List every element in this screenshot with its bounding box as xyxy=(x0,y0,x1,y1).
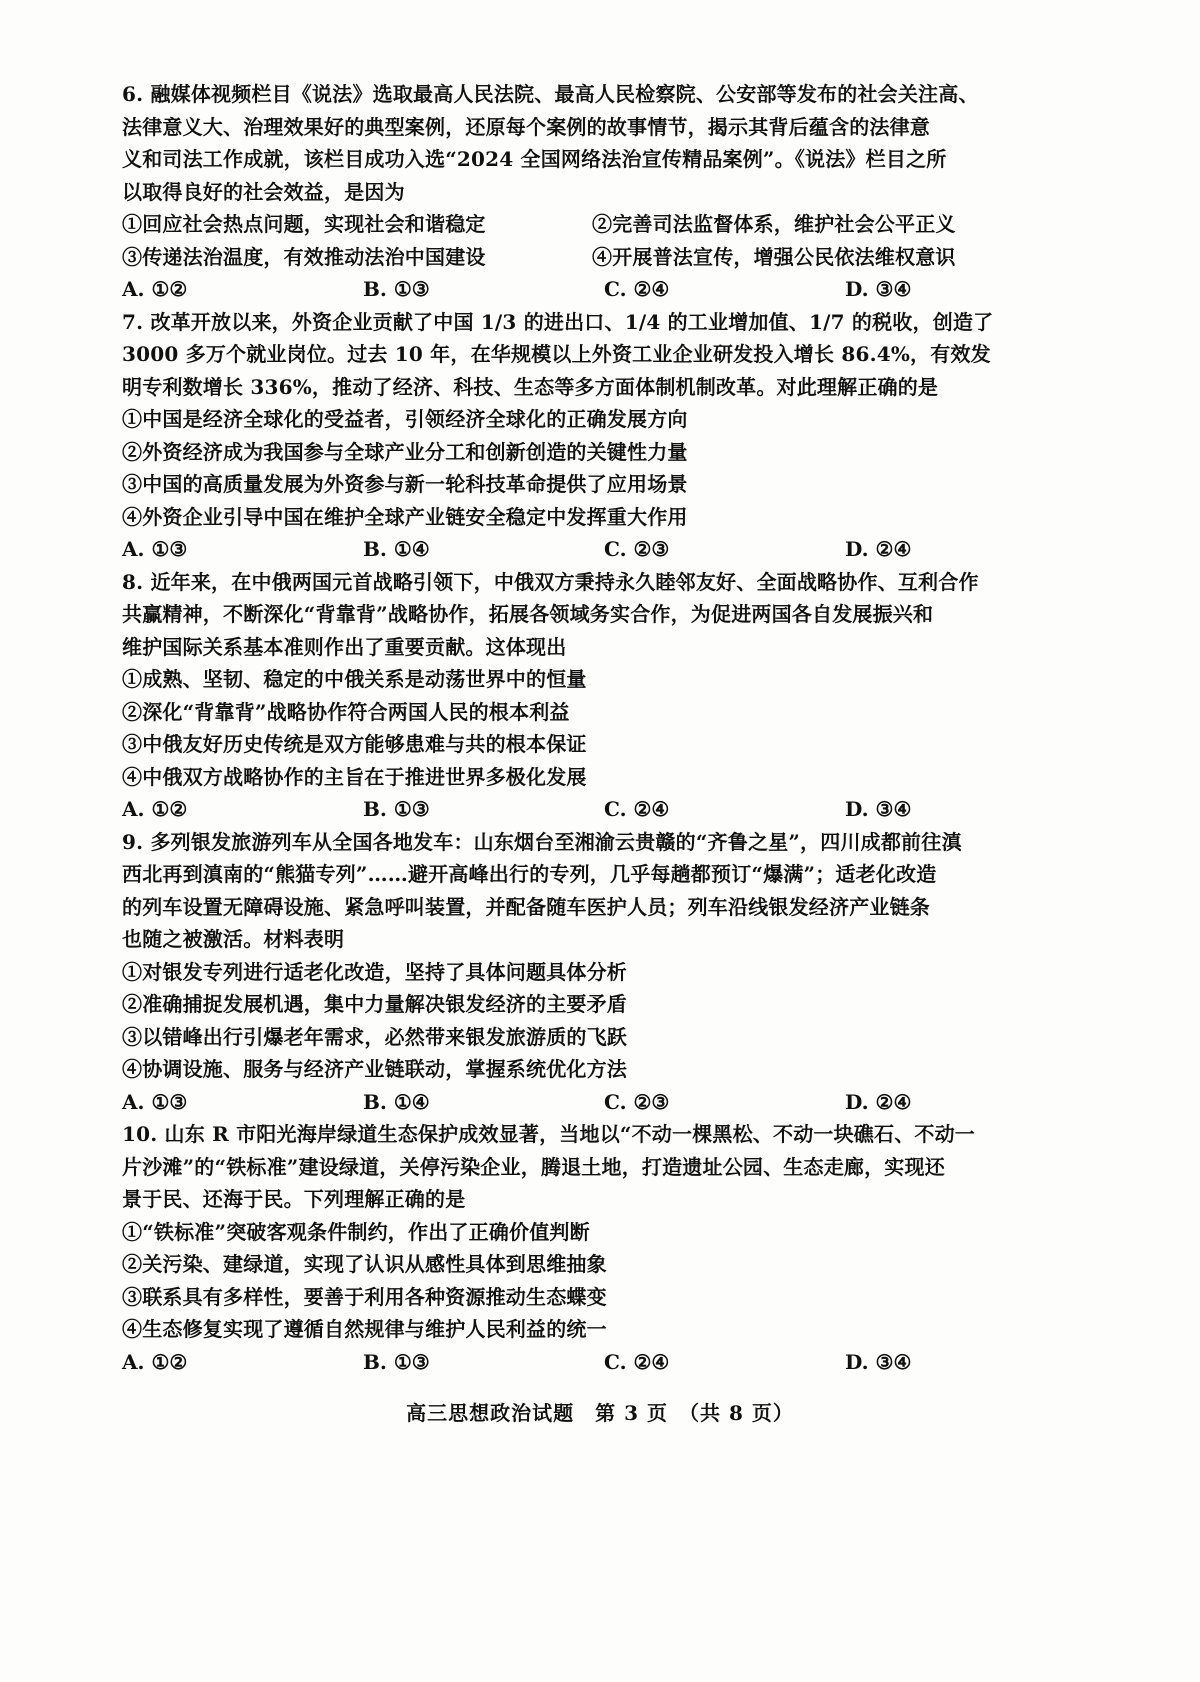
choice-c: C. ②③ xyxy=(604,537,670,561)
questions-container xyxy=(122,78,1087,1378)
choice-a: A. ①② xyxy=(122,797,188,821)
statement: ③中国的高质量发展为外资参与新一轮科技革命提供了应用场景 xyxy=(122,472,688,496)
statement: ④协调设施、服务与经济产业链联动，掌握系统优化方法 xyxy=(122,1057,627,1081)
question-stem-line: 法律意义大、治理效果好的典型案例，还原每个案例的故事情节，揭示其背后蕴含的法律意 xyxy=(122,114,930,139)
choice-a: A. ①③ xyxy=(122,537,188,561)
statement: ②外资经济成为我国参与全球产业分工和创新创造的关键性力量 xyxy=(122,439,688,464)
question-8 xyxy=(122,566,1087,826)
question-stem-line: 明专利数增长 336%，推动了经济、科技、生态等多方面体制机制改革。对此理解正确的是 xyxy=(122,374,939,399)
choice-a: A. ①③ xyxy=(122,1089,188,1114)
question-stem-line: 也随之被激活。材料表明 xyxy=(122,927,345,951)
page-footer: 高三思想政治试题 第 3 页 （共 8 页） xyxy=(406,1401,794,1425)
answer-choices xyxy=(122,1346,1087,1379)
question-stem-line: 8. 近年来，在中俄两国元首战略引领下，中俄双方秉持永久睦邻友好、全面战略协作、互利合作 xyxy=(122,569,979,594)
question-stem-line: 3000 多万个就业岗位。过去 10 年，在华规模以上外资工业企业研发投入增长 86.4%，有效发 xyxy=(122,342,991,366)
question-stem-line: 7. 改革开放以来，外资企业贡献了中国 1/3 的进出口、1/4 的工业增加值、1/7 的税收，创造了 xyxy=(122,309,994,334)
choice-d: D. ③④ xyxy=(845,797,912,821)
answer-choices xyxy=(122,533,1087,566)
choice-b: B. ①④ xyxy=(363,1089,430,1114)
statement: ①“铁标准”突破客观条件制约，作出了正确价值判断 xyxy=(122,1219,590,1244)
question-stem-line: 维护国际关系基本准则作出了重要贡献。这体现出 xyxy=(122,634,567,659)
choice-b: B. ①③ xyxy=(363,277,430,301)
choice-a: A. ①② xyxy=(122,277,188,301)
statement: ④开展普法宣传，增强公民依法维权意识 xyxy=(592,244,956,269)
statement: ①回应社会热点问题，实现社会和谐稳定 xyxy=(122,212,486,236)
question-9 xyxy=(122,826,1087,1119)
question-stem-line: 以取得良好的社会效益，是因为 xyxy=(122,179,405,204)
question-stem-line: 9. 多列银发旅游列车从全国各地发车：山东烟台至湘渝云贵赣的“齐鲁之星”，四川成都前往滇 xyxy=(122,829,962,854)
statement-row xyxy=(122,241,1087,274)
question-stem-line: 6. 融媒体视频栏目《说法》选取最高人民法院、最高人民检察院、公安部等发布的社会关注高、 xyxy=(122,82,979,106)
answer-choices xyxy=(122,1086,1087,1119)
statement: ②关污染、建绿道，实现了认识从感性具体到思维抽象 xyxy=(122,1252,607,1276)
question-stem-line: 10. 山东 R 市阳光海岸绿道生态保护成效显著，当地以“不动一棵黑松、不动一块礁石、不动一 xyxy=(122,1122,976,1146)
choice-c: C. ②④ xyxy=(604,1349,670,1374)
statement: ②深化“背靠背”战略协作符合两国人民的根本利益 xyxy=(122,699,570,724)
choice-b: B. ①④ xyxy=(363,537,430,561)
statement-row xyxy=(122,208,1087,241)
answer-choices xyxy=(122,273,1087,306)
statement: ④外资企业引导中国在维护全球产业链安全稳定中发挥重大作用 xyxy=(122,504,688,529)
statement: ③联系具有多样性，要善于利用各种资源推动生态蝶变 xyxy=(122,1284,607,1309)
choice-b: B. ①③ xyxy=(363,1349,430,1374)
choice-c: C. ②③ xyxy=(604,1089,670,1114)
question-7 xyxy=(122,306,1087,566)
choice-d: D. ②④ xyxy=(845,1089,912,1114)
choice-d: D. ③④ xyxy=(845,277,912,301)
statement: ②完善司法监督体系，维护社会公平正义 xyxy=(592,212,956,236)
question-6 xyxy=(122,78,1087,306)
statement: ②准确捕捉发展机遇，集中力量解决银发经济的主要矛盾 xyxy=(122,992,627,1016)
choice-a: A. ①② xyxy=(122,1349,188,1374)
choice-d: D. ③④ xyxy=(845,1349,912,1374)
statement: ④中俄双方战略协作的主旨在于推进世界多极化发展 xyxy=(122,764,587,789)
statement: ③传递法治温度，有效推动法治中国建设 xyxy=(122,244,486,269)
question-stem-line: 义和司法工作成就，该栏目成功入选“2024 全国网络法治宣传精品案例”。《说法》栏目之所 xyxy=(122,147,947,171)
question-stem-line: 西北再到滇南的“熊猫专列”……避开高峰出行的专列，几乎每趟都预订“爆满”；适老化改造 xyxy=(122,862,937,886)
statement: ①中国是经济全球化的受益者，引领经济全球化的正确发展方向 xyxy=(122,407,688,431)
statement: ①对银发专列进行适老化改造，坚持了具体问题具体分析 xyxy=(122,959,627,984)
choice-d: D. ②④ xyxy=(845,537,912,561)
choice-b: B. ①③ xyxy=(363,797,430,821)
question-stem-line: 的列车设置无障碍设施、紧急呼叫装置，并配备随车医护人员；列车沿线银发经济产业链条 xyxy=(122,894,930,919)
statement: ④生态修复实现了遵循自然规律与维护人民利益的统一 xyxy=(122,1317,607,1341)
statement: ③中俄友好历史传统是双方能够患难与共的根本保证 xyxy=(122,732,587,756)
statement: ③以错峰出行引爆老年需求，必然带来银发旅游质的飞跃 xyxy=(122,1024,627,1049)
question-10 xyxy=(122,1118,1087,1378)
question-stem-line: 片沙滩”的“铁标准”建设绿道，关停污染企业，腾退土地，打造遗址公园、生态走廊，实现还 xyxy=(122,1154,945,1179)
question-stem-line: 共赢精神，不断深化“背靠背”战略协作，拓展各领域务实合作，为促进两国各自发展振兴和 xyxy=(122,602,934,626)
question-stem-line: 景于民、还海于民。下列理解正确的是 xyxy=(122,1187,466,1211)
choice-c: C. ②④ xyxy=(604,277,670,301)
choice-c: C. ②④ xyxy=(604,797,670,821)
statement: ①成熟、坚韧、稳定的中俄关系是动荡世界中的恒量 xyxy=(122,667,587,691)
answer-choices xyxy=(122,793,1087,826)
